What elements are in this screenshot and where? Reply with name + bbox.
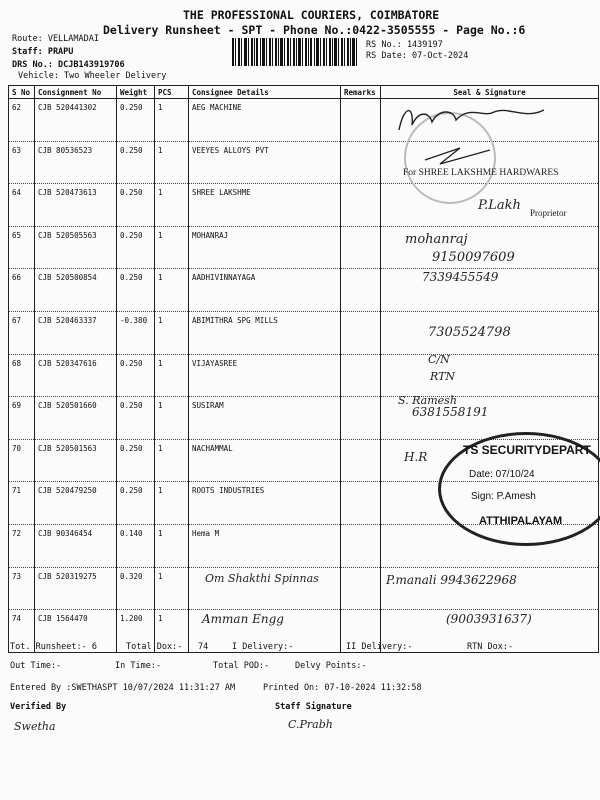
total-pod-label: Total POD:- <box>213 661 270 671</box>
table-row <box>9 269 599 312</box>
cell-consignment: CJB 520441302 <box>35 99 117 142</box>
delvy-points-label: Delvy Points:- <box>295 661 367 671</box>
cell-remarks <box>341 524 381 567</box>
cell-weight: 0.250 <box>117 397 155 440</box>
rs-date: RS Date: 07-Oct-2024 <box>366 51 469 61</box>
drs-number: DRS No.: DCJB143919706 <box>12 60 125 70</box>
handwriting-row-70: H.R <box>404 450 428 464</box>
cell-weight: 0.140 <box>117 524 155 567</box>
cell-signature <box>381 354 599 397</box>
security-dept-stamp <box>438 432 600 546</box>
rs-number: RS No.: 1439197 <box>366 40 443 50</box>
total-runsheet: Tot. Runsheet:- 6 <box>10 642 97 652</box>
cell-consignment: CJB 520501563 <box>35 439 117 482</box>
cell-consignee: VIJAYASREE <box>189 354 341 397</box>
cell-consignee: AEG MACHINE <box>189 99 341 142</box>
cell-weight: -0.380 <box>117 311 155 354</box>
cell-consignee: SUSIRAM <box>189 397 341 440</box>
cell-remarks <box>341 482 381 525</box>
in-time-label: In Time:- <box>115 661 162 671</box>
cell-sno: 67 <box>9 311 35 354</box>
barcode-image <box>232 38 357 66</box>
cell-weight: 0.320 <box>117 567 155 610</box>
total-dox-value: 74 <box>198 642 209 652</box>
cell-pcs: 1 <box>155 524 189 567</box>
signature-row-63 <box>420 140 500 170</box>
cell-remarks <box>341 226 381 269</box>
printed-on: Printed On: 07-10-2024 11:32:58 <box>263 683 422 693</box>
cell-remarks <box>341 439 381 482</box>
cell-pcs: 1 <box>155 184 189 227</box>
col-header-weight: Weight <box>117 86 155 99</box>
verified-signature: Swetha <box>14 720 56 733</box>
cell-weight: 0.250 <box>117 439 155 482</box>
cell-remarks <box>341 184 381 227</box>
cell-consignment: CJB 80536523 <box>35 141 117 184</box>
cell-consignee: SHREE LAKSHME <box>189 184 341 227</box>
cell-consignee: Hema M <box>189 524 341 567</box>
shop-stamp-text: For SHREE LAKSHME HARDWARES <box>403 168 559 178</box>
signature-row-62 <box>394 100 564 140</box>
stamp-sign: Sign: P.Amesh <box>471 491 536 502</box>
cell-sno: 73 <box>9 567 35 610</box>
cell-sno: 68 <box>9 354 35 397</box>
cell-weight: 0.250 <box>117 482 155 525</box>
cell-sno: 64 <box>9 184 35 227</box>
cell-consignee: VEEYES ALLOYS PVT <box>189 141 341 184</box>
cell-weight: 0.250 <box>117 141 155 184</box>
signature-row-73: P.manali 9943622968 <box>386 573 517 587</box>
handwriting-cn-68: C/N <box>428 353 450 366</box>
cell-remarks <box>341 311 381 354</box>
cell-consignee: ABIMITHRA SPG MILLS <box>189 311 341 354</box>
handwriting-rtn-68: RTN <box>430 370 456 383</box>
cell-remarks <box>341 99 381 142</box>
handwriting-phone-67: 7305524798 <box>428 325 511 340</box>
cell-consignment: CJB 520500854 <box>35 269 117 312</box>
col-header-pcs: PCS <box>155 86 189 99</box>
out-time-label: Out Time:- <box>10 661 62 671</box>
staff-signature-label: Staff Signature <box>275 702 352 712</box>
route-label: Route: VELLAMADAI <box>12 34 99 44</box>
verified-by-label: Verified By <box>10 702 67 712</box>
table-header-row <box>9 86 599 99</box>
cell-consignee: AADHIVINNAYAGA <box>189 269 341 312</box>
cell-weight: 0.250 <box>117 226 155 269</box>
staff-signature: C.Prabh <box>288 718 333 731</box>
cell-pcs: 1 <box>155 567 189 610</box>
cell-pcs: 1 <box>155 269 189 312</box>
col-header-sno: S No <box>9 86 35 99</box>
col-header-consignment: Consignment No <box>35 86 117 99</box>
handwriting-phone-69: 6381558191 <box>412 405 489 419</box>
proprietor-label: Proprietor <box>530 208 567 218</box>
cell-consignment: CJB 520501660 <box>35 397 117 440</box>
cell-sno: 72 <box>9 524 35 567</box>
stamp-line2: ATTHIPALAYAM <box>479 515 563 527</box>
cell-remarks <box>341 269 381 312</box>
cell-sno: 65 <box>9 226 35 269</box>
stamp-line1: TS SECURITYDEPART <box>463 443 591 457</box>
rtn-dox-label: RTN Dox:- <box>467 642 514 652</box>
ii-delivery-label: II Delivery:- <box>346 642 413 652</box>
cell-consignee: MOHANRAJ <box>189 226 341 269</box>
handwriting-phone-65: 9150097609 <box>432 250 515 265</box>
cell-consignment: CJB 520505563 <box>35 226 117 269</box>
cell-weight: 0.250 <box>117 269 155 312</box>
cell-weight: 1.200 <box>117 610 155 653</box>
cell-sno: 71 <box>9 482 35 525</box>
stamp-date: Date: 07/10/24 <box>469 469 535 480</box>
cell-pcs: 1 <box>155 482 189 525</box>
entered-by: Entered By :SWETHASPT 10/07/2024 11:31:27 AM <box>10 683 236 693</box>
cell-sno: 69 <box>9 397 35 440</box>
cell-sno: 62 <box>9 99 35 142</box>
handwriting-name-69: S. Ramesh <box>398 394 457 407</box>
vehicle-label: Vehicle: Two Wheeler Delivery <box>18 71 167 81</box>
cell-pcs: 1 <box>155 610 189 653</box>
cell-remarks <box>341 354 381 397</box>
cell-consignment: CJB 90346454 <box>35 524 117 567</box>
cell-pcs: 1 <box>155 141 189 184</box>
cell-sno: 70 <box>9 439 35 482</box>
total-dox-label: Total Dox:- <box>126 642 183 652</box>
cell-consignment: CJB 520463337 <box>35 311 117 354</box>
cell-consignee: NACHAMMAL <box>189 439 341 482</box>
cell-sno: 74 <box>9 610 35 653</box>
i-delivery-label: I Delivery:- <box>232 642 294 652</box>
cell-weight: 0.250 <box>117 99 155 142</box>
handwriting-name-65: mohanraj <box>405 232 468 247</box>
cell-sno: 63 <box>9 141 35 184</box>
cell-consignment: CJB 520473613 <box>35 184 117 227</box>
runsheet-title: Delivery Runsheet - SPT - Phone No.:0422-3505555 - Page No.:6 <box>103 23 526 37</box>
staff-label: Staff: PRAPU <box>12 47 74 57</box>
company-name: THE PROFESSIONAL COURIERS, COIMBATORE <box>183 8 440 22</box>
col-header-signature: Seal & Signature <box>381 86 599 99</box>
cell-remarks <box>341 567 381 610</box>
signature-row-74: (9003931637) <box>446 612 532 626</box>
cell-pcs: 1 <box>155 397 189 440</box>
cell-remarks <box>341 397 381 440</box>
cell-consignment: CJB 520479250 <box>35 482 117 525</box>
cell-consignee: ROOTS INDUSTRIES <box>189 482 341 525</box>
cell-consignment: CJB 520347616 <box>35 354 117 397</box>
cell-sno: 66 <box>9 269 35 312</box>
cell-weight: 0.250 <box>117 354 155 397</box>
table-row <box>9 354 599 397</box>
cell-pcs: 1 <box>155 354 189 397</box>
cell-pcs: 1 <box>155 226 189 269</box>
col-header-consignee: Consignee Details <box>189 86 341 99</box>
col-header-remarks: Remarks <box>341 86 381 99</box>
cell-weight: 0.250 <box>117 184 155 227</box>
signature-row-64: P.Lakh <box>478 198 521 213</box>
handwriting-consignee-73: Om Shakthi Spinnas <box>205 572 319 585</box>
cell-remarks <box>341 141 381 184</box>
cell-pcs: 1 <box>155 439 189 482</box>
cell-consignment: CJB 520319275 <box>35 567 117 610</box>
handwriting-consignee-74: Amman Engg <box>202 612 284 626</box>
cell-consignment: CJB 1564470 <box>35 610 117 653</box>
cell-pcs: 1 <box>155 311 189 354</box>
handwriting-phone-66: 7339455549 <box>422 270 499 284</box>
cell-pcs: 1 <box>155 99 189 142</box>
